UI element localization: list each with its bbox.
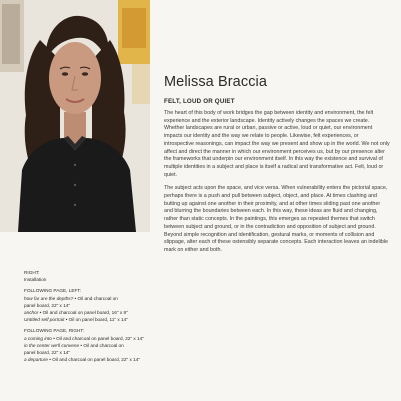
caption-following-right-heading: FOLLOWING PAGE, RIGHT: xyxy=(24,328,85,334)
caption-right-heading: RIGHT: xyxy=(24,270,40,275)
artist-name: Melissa Braccia xyxy=(164,74,268,90)
image-captions xyxy=(24,269,164,363)
caption-left-item-1: how far are the depths? • Oil and charcoal on xyxy=(24,295,118,301)
caption-left-item-3: Untitled self portrait • Oil on panel board, 11" x 14" xyxy=(24,317,128,323)
caption-right-item-2: in the center we'll convene • Oil and charcoal on xyxy=(24,342,124,348)
statement-paragraph-1: The heart of this body of work bridges the gap between identity and environment, the felt experience and the exterior landscape. Identity actively changes the spaces we create. Whether landscapes are rural or urban, passive or active, loud or quiet, our environment impacts our identity and the way we relate to people. Likewise, felt experiences, or introspective reasonings, can impact the way we present and show up in the world. We not only affect and direct the manner in which our environment perceives us, but by our presence alter the frameworks that underpin our environment itself. In this way the existence and survival of multiple identities in a subject and place is itself a radical and transformative act. Felt, loud or quiet. xyxy=(164,110,390,178)
caption-right-text: Installation xyxy=(24,277,47,283)
caption-left-item-2: anchor • Oil and charcoal on panel board, 16" x 9" xyxy=(24,310,128,316)
caption-right-item-1: a coming into • Oil and charcoal on panel board, 22" x 14" xyxy=(24,335,144,341)
caption-left-heading: FOLLOWING PAGE, LEFT: xyxy=(24,288,81,294)
caption-left-item-1-cont: panel board, 22" x 14" xyxy=(24,302,71,308)
series-title: FELT, LOUD OR QUIET xyxy=(164,98,235,105)
caption-right-item-3: a departure • Oil and charcoal on panel board, 22" x 14" xyxy=(24,357,140,363)
artist-portrait-photo xyxy=(0,0,150,232)
portrait-image xyxy=(0,0,150,232)
statement-paragraph-2: The subject acts upon the space, and vice versa. When vulnerability enters the pictorial space, perhaps there is a push and pull between subject, object, and place. At times clashing and butting up against one another in their proximity, and at other times sliding past one another and blurring the boundaries between each. In this way, these ideas are fluid and changing, rather than static concepts. In the paintings, this emerges as repeated themes that switch between subject and ground, or in the contradiction and opposition of subject and ground. Beyond simple recognition and identification, gestural marks, or moments of collision and slippage, alter each of these ostensibly separate concepts. Each interaction leaves an indelible mark on either and both. xyxy=(164,185,388,253)
caption-right-item-2-cont: panel board, 22" x 14" xyxy=(24,350,71,356)
artist-statement xyxy=(164,74,390,261)
